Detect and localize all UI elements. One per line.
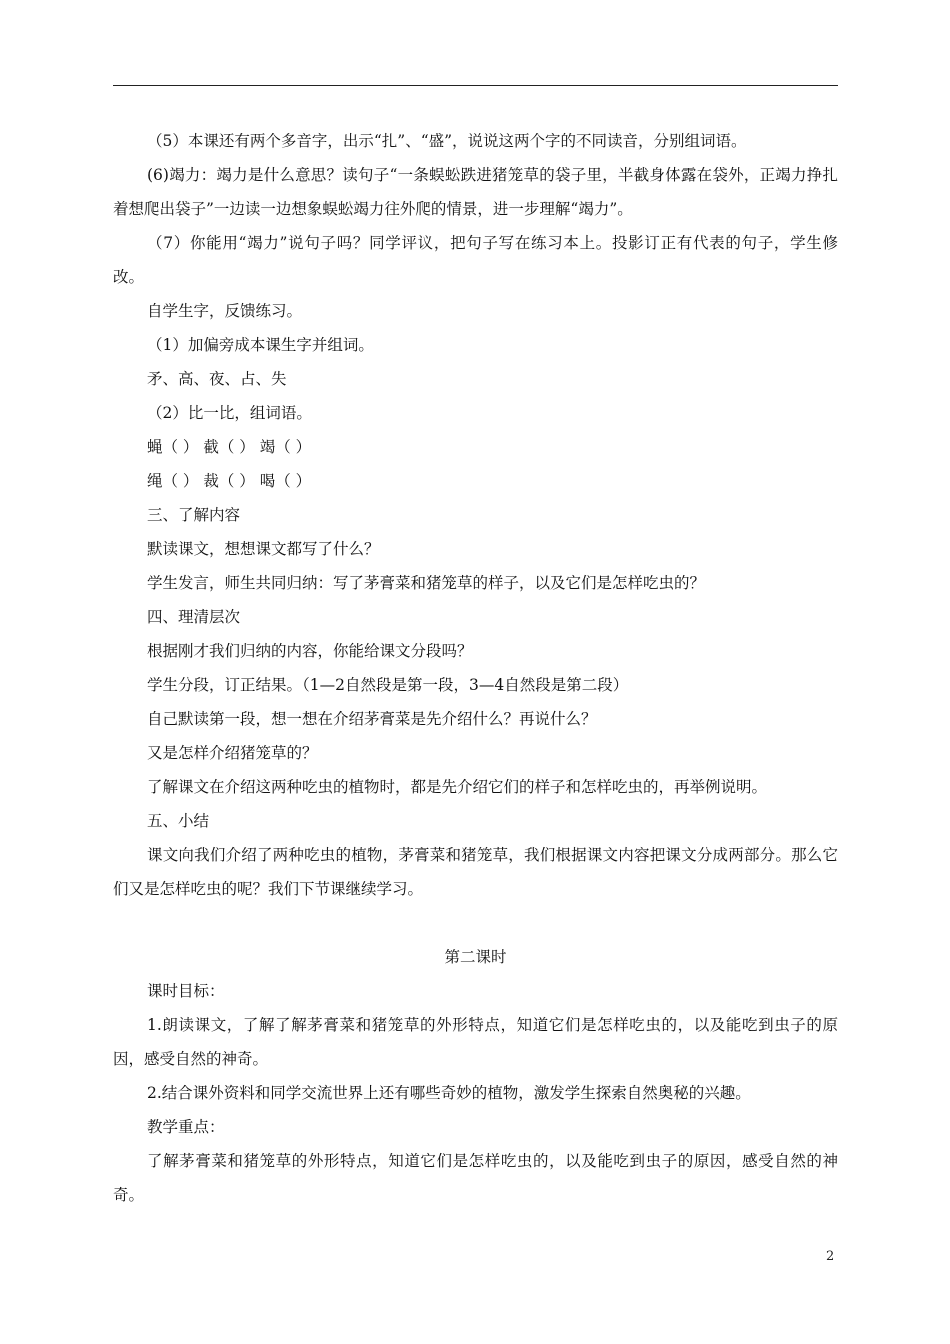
objective-1: 1.朗读课文，了解了解茅膏菜和猪笼草的外形特点，知道它们是怎样吃虫的，以及能吃到虫子的原因，感受自然的神奇。: [113, 1016, 838, 1068]
paragraph-jieli-meaning: (6)竭力：竭力是什么意思？读句子“一条蜈蚣跌进猪笼草的袋子里，半截身体露在袋外，正竭力挣扎着想爬出袋子”一边读一边想象蜈蚣竭力往外爬的情景，进一步理解“竭力”。: [113, 166, 838, 218]
key-points-label: 教学重点：: [147, 1118, 225, 1136]
section-heading-structure: 四、理清层次: [147, 608, 241, 626]
paragraph-segment-question: 根据刚才我们归纳的内容，你能给课文分段吗？: [147, 642, 473, 660]
exercise-1-chars: 矛、高、夜、占、失: [147, 370, 287, 388]
key-points-text: 了解茅膏菜和猪笼草的外形特点，知道它们是怎样吃虫的，以及能吃到虫子的原因，感受自然的神奇。: [113, 1152, 838, 1204]
paragraph-first-segment: 自己默读第一段，想一想在介绍茅膏菜是先介绍什么？再说什么？: [147, 710, 597, 728]
paragraph-pitcher-plant: 又是怎样介绍猪笼草的？: [147, 744, 318, 762]
exercise-2-prompt: （2）比一比，组词语。: [147, 404, 312, 422]
header-rule: [113, 85, 838, 86]
exercise-1-prompt: （1）加偏旁成本课生字并组词。: [147, 336, 374, 354]
paragraph-conclusion: 课文向我们介绍了两种吃虫的植物，茅膏菜和猪笼草，我们根据课文内容把课文分成两部分。那么它们又是怎样吃虫的呢？我们下节课继续学习。: [113, 846, 838, 898]
page-number: 2: [826, 1249, 835, 1264]
objectives-label: 课时目标：: [147, 982, 225, 1000]
paragraph-segment-result: 学生分段，订正结果。（1—2自然段是第一段，3—4自然段是第二段）: [147, 676, 629, 694]
paragraph-structure-summary: 了解课文在介绍这两种吃虫的植物时，都是先介绍它们的样子和怎样吃虫的，再举例说明。: [147, 778, 768, 796]
exercise-2-row-2: 绳（ ） 裁（ ） 喝（ ）: [147, 472, 312, 490]
paragraph-self-study: 自学生字，反馈练习。: [147, 302, 303, 320]
paragraph-jieli-sentence: （7）你能用“竭力”说句子吗？同学评议，把句子写在练习本上。投影订正有代表的句子，学生修改。: [113, 234, 838, 286]
section-heading-conclusion: 五、小结: [147, 812, 210, 830]
page-body: [113, 124, 838, 1212]
objective-2: 2.结合课外资料和同学交流世界上还有哪些奇妙的植物，激发学生探索自然奥秘的兴趣。: [147, 1084, 751, 1102]
paragraph-summary-discussion: 学生发言，师生共同归纳：写了茅膏菜和猪笼草的样子，以及它们是怎样吃虫的？: [147, 574, 706, 592]
paragraph-silent-read: 默读课文，想想课文都写了什么？: [147, 540, 380, 558]
paragraph-polyphonic-chars: （5）本课还有两个多音字，出示“扎”、“盛”，说说这两个字的不同读音，分别组词语。: [147, 132, 747, 150]
section-heading-understand: 三、了解内容: [147, 506, 241, 524]
lesson-two-title: 第二课时: [444, 948, 507, 966]
exercise-2-row-1: 蝇（ ） 截（ ） 竭（ ）: [147, 438, 312, 456]
